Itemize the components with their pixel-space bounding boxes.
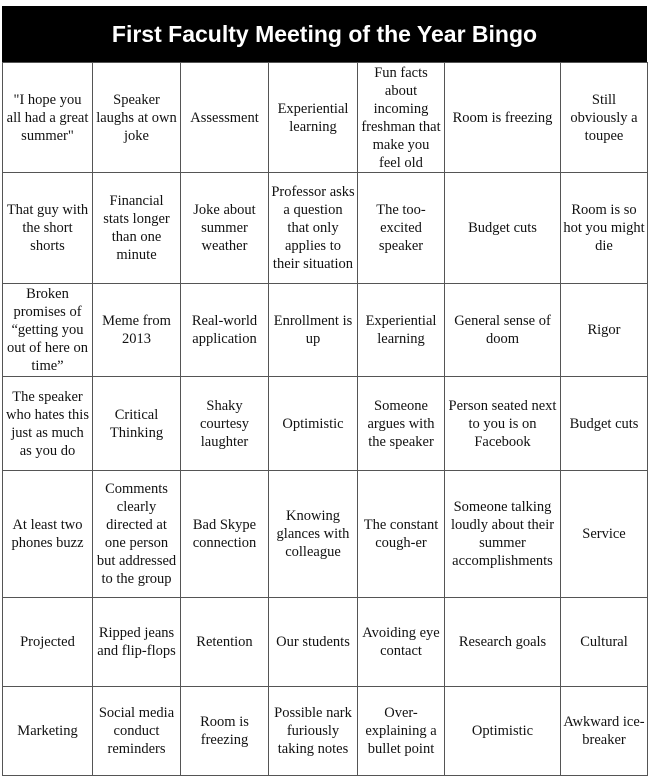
bingo-cell: Service	[561, 471, 648, 598]
bingo-cell: Still obviously a toupee	[561, 63, 648, 173]
bingo-cell: Real-world application	[181, 284, 269, 377]
bingo-cell: Marketing	[3, 687, 93, 776]
bingo-cell: Fun facts about incoming freshman that make you feel old	[358, 63, 445, 173]
bingo-cell: Optimistic	[269, 377, 358, 471]
bingo-cell: Optimistic	[445, 687, 561, 776]
bingo-cell: Someone argues with the speaker	[358, 377, 445, 471]
bingo-cell: Retention	[181, 598, 269, 687]
bingo-cell: Joke about summer weather	[181, 173, 269, 284]
bingo-cell: Enrollment is up	[269, 284, 358, 377]
bingo-row	[3, 63, 648, 173]
bingo-cell: Social media conduct reminders	[93, 687, 181, 776]
bingo-cell: At least two phones buzz	[3, 471, 93, 598]
bingo-cell: Avoiding eye contact	[358, 598, 445, 687]
bingo-cell: Financial stats longer than one minute	[93, 173, 181, 284]
bingo-title: First Faculty Meeting of the Year Bingo	[2, 6, 647, 62]
bingo-row	[3, 284, 648, 377]
bingo-cell: Bad Skype connection	[181, 471, 269, 598]
bingo-cell: Cultural	[561, 598, 648, 687]
bingo-cell: Budget cuts	[445, 173, 561, 284]
bingo-row	[3, 173, 648, 284]
bingo-cell: Rigor	[561, 284, 648, 377]
bingo-cell: Comments clearly directed at one person but addressed to the group	[93, 471, 181, 598]
bingo-cell: Experiential learning	[358, 284, 445, 377]
bingo-cell: The constant cough-er	[358, 471, 445, 598]
bingo-cell: Awkward ice-breaker	[561, 687, 648, 776]
bingo-cell: Ripped jeans and flip-flops	[93, 598, 181, 687]
bingo-cell: The speaker who hates this just as much as you do	[3, 377, 93, 471]
bingo-cell: Over-explaining a bullet point	[358, 687, 445, 776]
bingo-cell: Budget cuts	[561, 377, 648, 471]
bingo-cell: Experiential learning	[269, 63, 358, 173]
bingo-cell: That guy with the short shorts	[3, 173, 93, 284]
bingo-cell: Possible nark furiously taking notes	[269, 687, 358, 776]
bingo-cell: Shaky courtesy laughter	[181, 377, 269, 471]
bingo-cell: "I hope you all had a great summer"	[3, 63, 93, 173]
bingo-cell: Someone talking loudly about their summer accomplishments	[445, 471, 561, 598]
bingo-row	[3, 377, 648, 471]
bingo-row	[3, 598, 648, 687]
bingo-grid	[2, 62, 648, 776]
bingo-cell: The too-excited speaker	[358, 173, 445, 284]
bingo-row	[3, 687, 648, 776]
bingo-cell: General sense of doom	[445, 284, 561, 377]
bingo-cell: Speaker laughs at own joke	[93, 63, 181, 173]
bingo-cell: Knowing glances with colleague	[269, 471, 358, 598]
bingo-row	[3, 471, 648, 598]
bingo-cell: Room is so hot you might die	[561, 173, 648, 284]
bingo-cell: Our students	[269, 598, 358, 687]
bingo-cell: Person seated next to you is on Facebook	[445, 377, 561, 471]
bingo-cell: Room is freezing	[181, 687, 269, 776]
bingo-cell: Room is freezing	[445, 63, 561, 173]
bingo-cell: Projected	[3, 598, 93, 687]
bingo-cell: Research goals	[445, 598, 561, 687]
bingo-cell: Assessment	[181, 63, 269, 173]
bingo-cell: Professor asks a question that only applies to their situation	[269, 173, 358, 284]
bingo-cell: Critical Thinking	[93, 377, 181, 471]
bingo-cell: Meme from 2013	[93, 284, 181, 377]
bingo-card	[2, 6, 647, 776]
bingo-cell: Broken promises of “getting you out of here on time”	[3, 284, 93, 377]
